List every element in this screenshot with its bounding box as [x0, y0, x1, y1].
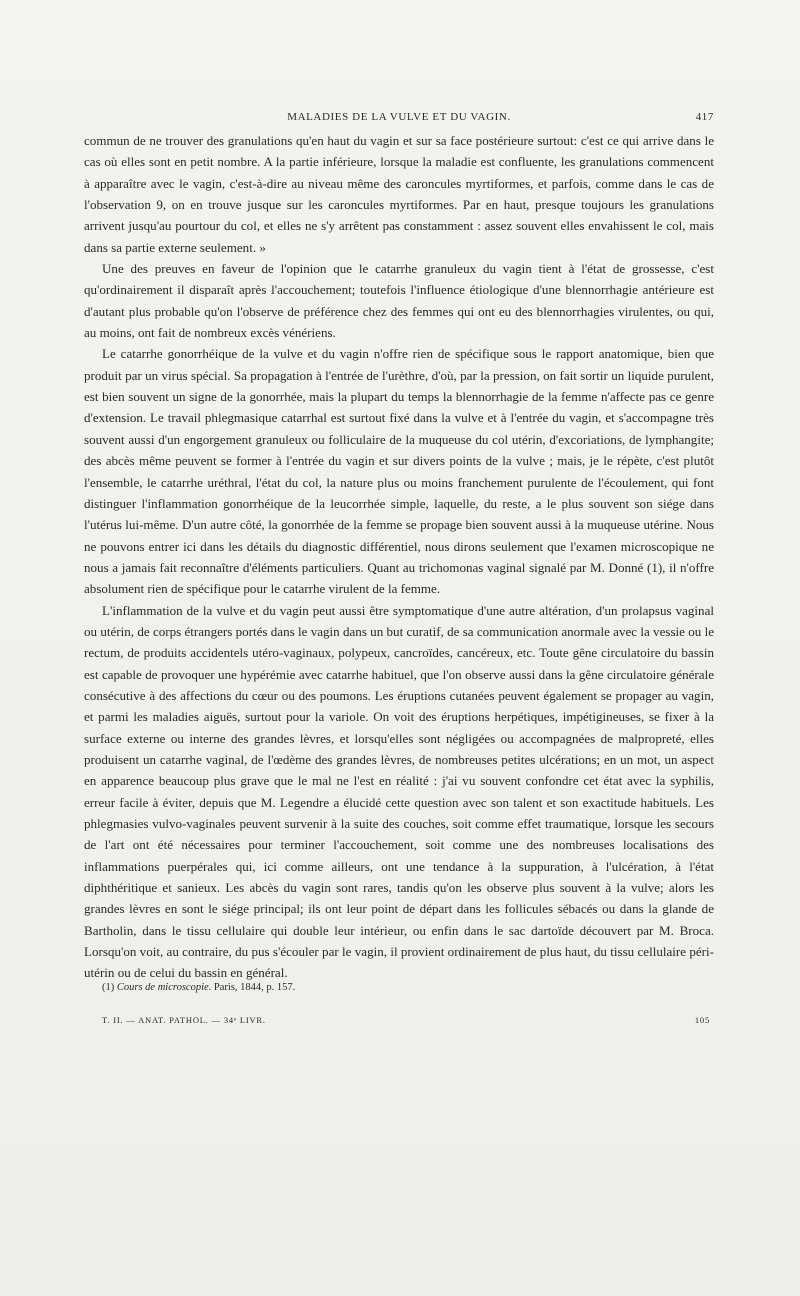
paragraph-2: Une des preuves en faveur de l'opinion que le catarrhe granuleux du vagin tient à l'état de grossesse, c'est qu'ordinairement il disparaît après l'accouchement; toutefois l'influence étiologique d'une blennorrhagie antérieure est d'autant plus probable qu'on l'observe de préférence chez des femmes qui ont eu des blennorrhagies virulentes, ou qui, au moins, ont fait de nombreux excès vénériens.: [84, 261, 714, 341]
footnote-marker: (1): [102, 982, 117, 993]
body-text: [84, 130, 714, 984]
footnote-source: Cours de microscopie: [116, 982, 209, 993]
sheet-number: 105: [694, 1015, 710, 1025]
signature-mark: T. II. — ANAT. PATHOL. — 34ᵉ LIVR.: [102, 1015, 266, 1025]
paragraph-1: commun de ne trouver des granulations qu'en haut du vagin et sur sa face postérieure surtout: c'est ce qui arrive dans le cas où elles sont en petit nombre. A la partie inférieure, lorsque la maladie est confluente, les granulations commencent à apparaître avec le vagin, c'est-à-dire au niveau même des caroncules myrtiformes, et parfois, comme dans le cas de l'observation 9, on en trouve jusque sur les caroncules myrtiformes. Par en haut, presque toujours les granulations arrivent jusqu'au pourtour du col, et elles ne s'y arrêtent pas constamment : assez souvent elles envahissent le col, mais dans sa partie externe seulement. »: [84, 133, 714, 255]
footnote: [102, 981, 702, 995]
running-head: [84, 111, 714, 127]
footnote-details: . Paris, 1844, p. 157.: [208, 982, 296, 993]
paragraph-4: L'inflammation de la vulve et du vagin peut aussi être symptomatique d'une autre altération, d'un prolapsus vaginal ou utérin, de corps étrangers portés dans le vagin dans un but curatif, de sa communication anormale avec la vessie ou le rectum, de produits accidentels utéro-vaginaux, polypeux, cancroïdes, cancéreux, etc. Toute gêne circulatoire du bassin est capable de provoquer une hypérémie avec catarrhe habituel, que l'on observe aussi dans la gêne circulatoire générale consécutive à des affections du cœur ou des poumons. Les éruptions cutanées peuvent également se propager au vagin, et parmi les maladies aiguës, surtout pour la variole. On voit des éruptions herpétiques, impétigineuses, se fixer à la surface externe ou interne des grandes lèvres, et lorsqu'elles sont négligées ou accompagnées de malpropreté, elles produisent un catarrhe vaginal, de l'œdème des grandes lèvres, de nombreuses petites ulcérations; en un mot, un aspect en apparence beaucoup plus grave que le mal ne l'est en réalité : j'ai vu souvent confondre cet état avec la syphilis, erreur facile à éviter, depuis que M. Legendre a élucidé cette question avec son talent et son exactitude habituels. Les phlegmasies vulvo-vaginales peuvent survenir à la suite des couches, soit comme effet traumatique, lorsque les secours de l'art ont été nécessaires pour terminer l'accouchement, soit comme une des nombreuses localisations des inflammations puerpérales qui, ici comme ailleurs, ont une tendance à la suppuration, à l'ulcération, à l'état diphthéritique et sanieux. Les abcès du vagin sont rares, tandis qu'on les observe plus souvent à la vulve; alors les grandes lèvres en sont le siége principal; ils ont leur point de départ dans les follicules sébacés ou dans la glande de Bartholin, dans le tissu cellulaire qui double leur intérieur, ou enfin dans le sac dartoïde découvert par M. Broca. Lorsqu'on voit, au contraire, du pus s'écouler par le vagin, il provient ordinairement de plus haut, du tissu cellulaire péri-utérin ou de celui du bassin en général.: [84, 602, 714, 981]
paragraph-3: Le catarrhe gonorrhéique de la vulve et du vagin n'offre rien de spécifique sous le rapport anatomique, bien que produit par un virus spécial. Sa propagation à l'entrée de l'urèthre, d'où, par la pression, on fait sortir un liquide purulent, est bien souvent un signe de la gonorrhée, mais la plupart du temps la blennorrhagie de la femme n'affecte pas ce genre d'extension. Le travail phlegmasique catarrhal est surtout fixé dans la vulve et à l'entrée du vagin, et s'accompagne très souvent aussi d'un engorgement granuleux ou folliculaire de la muqueuse du col utérin, d'excoriations, de lymphangite; des abcès même peuvent se former à l'entrée du vagin et sur divers points de la vulve ; mais, je le répète, c'est plutôt l'ensemble, le catarrhe uréthral, l'état du col, la nature plus ou moins franchement purulente de l'écoulement, qui font distinguer l'inflammation gonorrhéique de la leucorrhée simple, laquelle, du reste, a le plus souvent son siége dans l'utérus lui-même. D'un autre côté, la gonorrhée de la femme se propage bien souvent aussi à la muqueuse utérine. Nous ne pouvons entrer ici dans les détails du diagnostic différentiel, nous dirons seulement que l'examen microscopique ne nous a jamais fait reconnaître d'éléments particuliers. Quant au trichomonas vaginal signalé par M. Donné (1), il n'offre absolument rien de spécifique pour le catarrhe virulent de la femme.: [84, 346, 714, 597]
page-number: 417: [695, 111, 714, 123]
running-title: MALADIES DE LA VULVE ET DU VAGIN.: [287, 111, 511, 123]
signature-line: [102, 1015, 714, 1029]
